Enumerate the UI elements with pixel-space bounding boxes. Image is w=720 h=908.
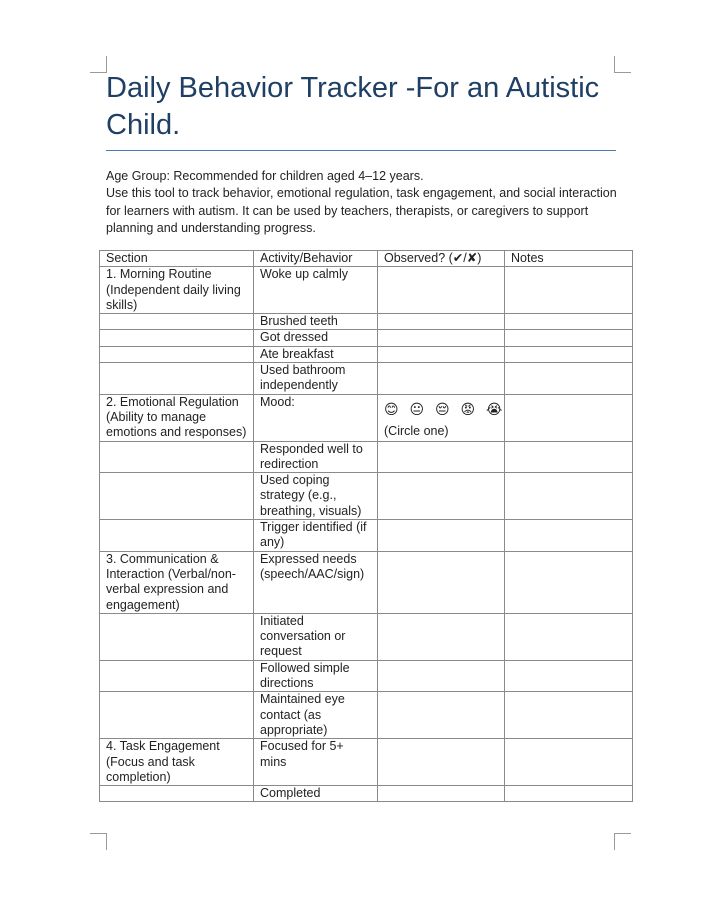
behavior-table (99, 250, 633, 802)
activity-cell: Used bathroom independently (254, 363, 378, 395)
description-text: Use this tool to track behavior, emotional regulation, task engagement, and social interaction for learners with autism. It can be used by teachers, therapists, or caregivers to support planning and understanding progress. (106, 186, 617, 236)
notes-cell[interactable] (505, 441, 633, 473)
table-row (100, 786, 633, 802)
notes-cell[interactable] (505, 551, 633, 613)
section-cell (100, 660, 254, 692)
section-cell: 3. Communication & Interaction (Verbal/non-verbal expression and engagement) (100, 551, 254, 613)
smiling-face-icon[interactable]: 😊 (384, 400, 399, 417)
section-cell (100, 613, 254, 660)
section-cell (100, 786, 254, 802)
observed-cell[interactable] (378, 692, 505, 739)
circle-one-label: (Circle one) (384, 423, 449, 438)
activity-cell: Brushed teeth (254, 314, 378, 330)
table-row (100, 692, 633, 739)
notes-cell[interactable] (505, 314, 633, 330)
activity-cell: Used coping strategy (e.g., breathing, visuals) (254, 473, 378, 520)
table-row (100, 520, 633, 552)
table-row (100, 394, 633, 441)
activity-cell: Followed simple directions (254, 660, 378, 692)
notes-cell[interactable] (505, 267, 633, 314)
notes-cell[interactable] (505, 363, 633, 395)
section-cell (100, 473, 254, 520)
section-cell: 1. Morning Routine (Independent daily living skills) (100, 267, 254, 314)
table-row (100, 314, 633, 330)
table-row (100, 267, 633, 314)
activity-cell: Trigger identified (if any) (254, 520, 378, 552)
activity-cell: Woke up calmly (254, 267, 378, 314)
page-title: Daily Behavior Tracker -For an Autistic Child. (106, 72, 600, 141)
table-row (100, 330, 633, 346)
table-row (100, 363, 633, 395)
table-row (100, 551, 633, 613)
mood-options (384, 400, 503, 417)
observed-cell[interactable] (378, 739, 505, 786)
age-group-text: Age Group: Recommended for children aged 4–12 years. (106, 169, 424, 183)
observed-cell[interactable] (378, 267, 505, 314)
header-notes: Notes (505, 251, 633, 267)
neutral-face-icon[interactable]: 😐 (409, 400, 425, 417)
section-cell (100, 441, 254, 473)
section-cell: 2. Emotional Regulation (Ability to manage emotions and responses) (100, 394, 254, 441)
crying-face-icon[interactable]: 😭 (486, 400, 503, 417)
activity-cell: Initiated conversation or request (254, 613, 378, 660)
observed-cell[interactable] (378, 363, 505, 395)
crop-mark-top-left (90, 56, 107, 73)
title-divider (106, 150, 616, 151)
angry-face-icon[interactable]: 😡 (460, 400, 476, 417)
header-activity: Activity/Behavior (254, 251, 378, 267)
observed-cell[interactable] (378, 520, 505, 552)
section-cell (100, 692, 254, 739)
activity-cell: Responded well to redirection (254, 441, 378, 473)
observed-cell[interactable] (378, 786, 505, 802)
observed-cell[interactable] (378, 394, 505, 441)
activity-cell: Ate breakfast (254, 346, 378, 362)
sad-face-icon[interactable]: 😔 (435, 400, 450, 417)
notes-cell[interactable] (505, 330, 633, 346)
activity-cell: Focused for 5+ mins (254, 739, 378, 786)
observed-cell[interactable] (378, 441, 505, 473)
header-section: Section (100, 251, 254, 267)
observed-cell[interactable] (378, 330, 505, 346)
activity-cell: Expressed needs (speech/AAC/sign) (254, 551, 378, 613)
observed-cell[interactable] (378, 314, 505, 330)
header-observed: Observed? (✔/✘) (378, 251, 505, 267)
table-row (100, 660, 633, 692)
notes-cell[interactable] (505, 613, 633, 660)
section-cell (100, 520, 254, 552)
table-row (100, 613, 633, 660)
notes-cell[interactable] (505, 786, 633, 802)
section-cell (100, 346, 254, 362)
section-cell (100, 330, 254, 346)
activity-cell: Completed (254, 786, 378, 802)
notes-cell[interactable] (505, 394, 633, 441)
notes-cell[interactable] (505, 473, 633, 520)
observed-cell[interactable] (378, 346, 505, 362)
notes-cell[interactable] (505, 739, 633, 786)
intro-text (106, 168, 621, 238)
observed-cell[interactable] (378, 551, 505, 613)
table-header-row (100, 251, 633, 267)
observed-cell[interactable] (378, 473, 505, 520)
crop-mark-bottom-left (90, 833, 107, 850)
table-row (100, 473, 633, 520)
section-cell (100, 314, 254, 330)
table-row (100, 441, 633, 473)
notes-cell[interactable] (505, 520, 633, 552)
activity-cell: Got dressed (254, 330, 378, 346)
notes-cell[interactable] (505, 692, 633, 739)
notes-cell[interactable] (505, 660, 633, 692)
section-cell (100, 363, 254, 395)
notes-cell[interactable] (505, 346, 633, 362)
activity-cell: Maintained eye contact (as appropriate) (254, 692, 378, 739)
table-row (100, 739, 633, 786)
observed-cell[interactable] (378, 660, 505, 692)
observed-cell[interactable] (378, 613, 505, 660)
activity-cell: Mood: (254, 394, 378, 441)
table-row (100, 346, 633, 362)
section-cell: 4. Task Engagement (Focus and task completion) (100, 739, 254, 786)
crop-mark-bottom-right (614, 833, 631, 850)
